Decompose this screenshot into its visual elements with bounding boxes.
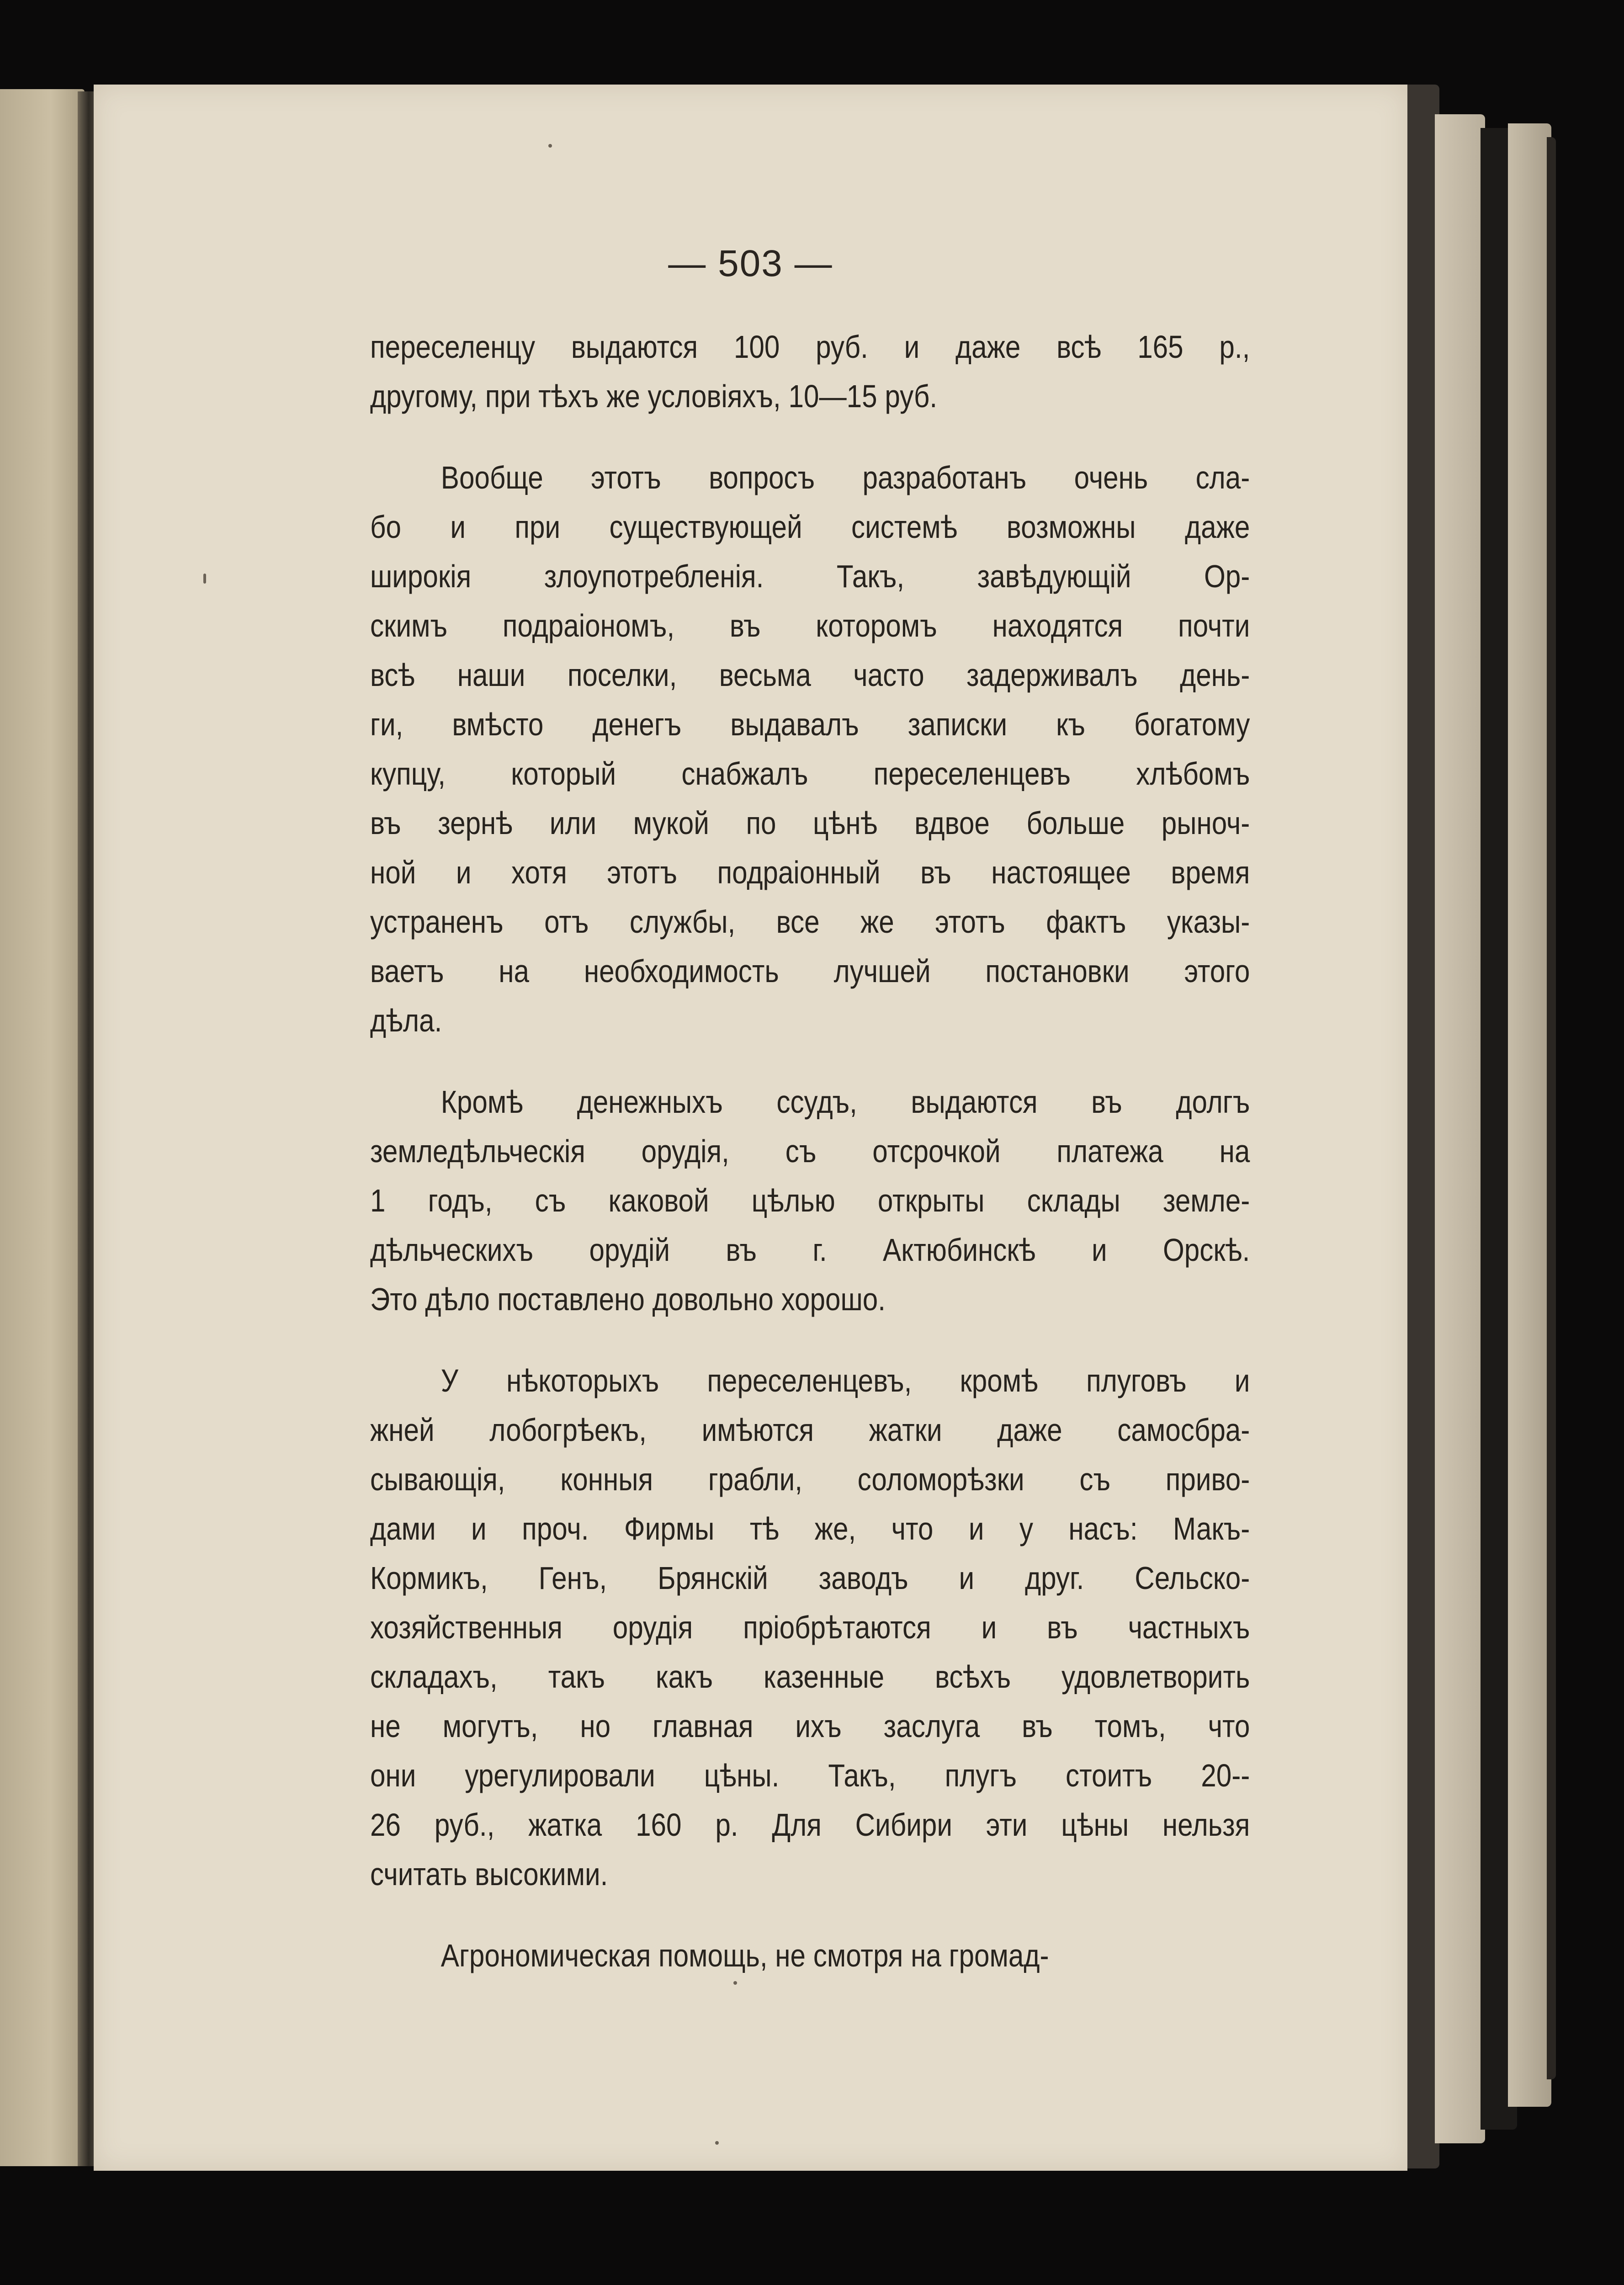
text-line: купцу, который снабжалъ переселенцевъ хлѣбомъ <box>370 756 1250 792</box>
text-line: дѣльческихъ орудій въ г. Актюбинскѣ и Орскѣ. <box>370 1232 1250 1268</box>
text-line: дѣла. <box>370 1003 442 1038</box>
text-line: Кормикъ, Генъ, Брянскій заводъ и друг. Сельско- <box>370 1560 1250 1596</box>
text-line: устраненъ отъ службы, все же этотъ фактъ указы- <box>370 904 1250 940</box>
paragraph <box>370 1077 1250 1324</box>
text-line: скимъ подраіономъ, въ которомъ находятся почти <box>370 608 1250 643</box>
text-line: 26 руб., жатка 160 р. Для Сибири эти цѣны нельзя <box>370 1807 1250 1843</box>
text-line: въ зернѣ или мукой по цѣнѣ вдвое больше рыноч- <box>370 805 1250 841</box>
text-line: Это дѣло поставлено довольно хорошо. <box>370 1281 886 1317</box>
text-line: Кромѣ денежныхъ ссудъ, выдаются въ долгъ <box>440 1084 1250 1120</box>
text-line: ваетъ на необходимость лучшей постановки этого <box>370 953 1250 989</box>
text-line: другому, при тѣхъ же условіяхъ, 10—15 руб. <box>370 378 938 414</box>
text-line: широкія злоупотребленія. Такъ, завѣдующій Ор- <box>370 558 1250 594</box>
text-line: земледѣльческія орудія, съ отсрочкой платежа на <box>370 1133 1250 1169</box>
text-line: дами и проч. Фирмы тѣ же, что и у насъ: Макъ- <box>370 1511 1250 1546</box>
text-line: Агрономическая помощь, не смотря на громад- <box>440 1938 1049 1973</box>
text-line: ги, вмѣсто денегъ выдавалъ записки къ богатому <box>370 707 1250 742</box>
book-page <box>94 85 1407 2171</box>
text-line: складахъ, такъ какъ казенные всѣхъ удовлетворить <box>370 1659 1250 1695</box>
paragraph <box>370 453 1250 1045</box>
text-line: не могутъ, но главная ихъ заслуга въ томъ, что <box>370 1708 1250 1744</box>
page-stack-edge <box>1435 114 1485 2143</box>
page-stack-gap <box>1547 137 1556 2079</box>
paper-speck <box>733 1981 737 1985</box>
text-line: Вообще этотъ вопросъ разработанъ очень сла- <box>440 460 1250 495</box>
paper-speck <box>715 2141 719 2145</box>
paper-speck <box>203 574 206 584</box>
body-text <box>370 322 1250 2012</box>
text-line: переселенцу выдаются 100 руб. и даже всѣ 165 р., <box>370 329 1250 365</box>
text-line: сывающія, конныя грабли, соломорѣзки съ приво- <box>370 1461 1250 1497</box>
text-line: всѣ наши поселки, весьма часто задерживалъ день- <box>370 657 1250 693</box>
page-stack-edge <box>1508 123 1551 2107</box>
facing-page-edge <box>0 89 85 2166</box>
text-line: жней лобогрѣекъ, имѣются жатки даже самосбра- <box>370 1412 1250 1448</box>
text-line: 1 годъ, съ каковой цѣлью открыты склады земле- <box>370 1183 1250 1218</box>
text-line: бо и при существующей системѣ возможны даже <box>370 509 1250 545</box>
text-line: считать высокими. <box>370 1856 608 1892</box>
page-number: — 503 — <box>668 243 833 284</box>
paragraph <box>370 322 1250 421</box>
paragraph <box>370 1931 1250 1980</box>
book-gutter <box>78 91 96 2166</box>
paragraph <box>370 1356 1250 1899</box>
text-line: они урегулировали цѣны. Такъ, плугъ стоитъ 20-- <box>370 1758 1250 1793</box>
paper-speck <box>548 144 552 148</box>
text-line: хозяйственныя орудія пріобрѣтаются и въ частныхъ <box>370 1610 1250 1645</box>
text-line: У нѣкоторыхъ переселенцевъ, кромѣ плуговъ и <box>440 1363 1250 1398</box>
text-line: ной и хотя этотъ подраіонный въ настоящее время <box>370 855 1250 890</box>
